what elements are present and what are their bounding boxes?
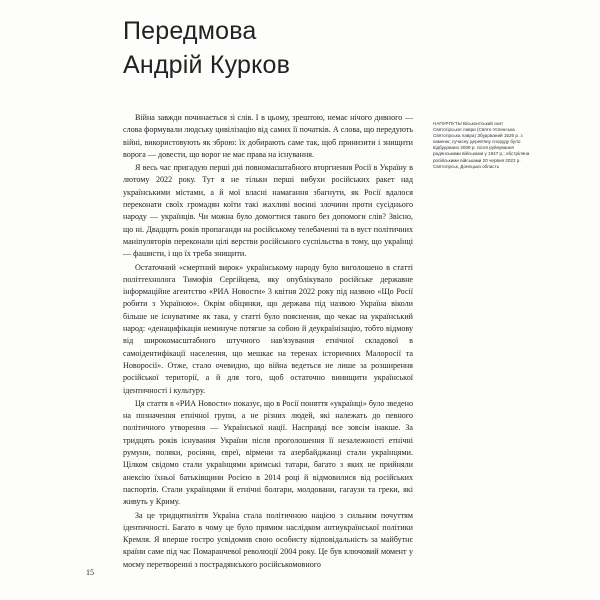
- body-paragraph: Ця стаття в «РИА Новости» показує, що в Росії поняття «українці» було зведено на позначення етнічної групи, а не різних людей, які належать до певного політичного утворення — Української нації. Насправді все зовсім інакше. За тридцять років існування України після проголошення її незалежності етнічні румуни, поляки, росіяни, євреї, вірмени та азербайджанці стали українцями. Цілком свідомо стали українцями кримські татари, багато з яких не прийняли анексію їхньої батьківщини Росією в 2014 році й відмовилися від російських паспортів. Стали українцями й етнічні болгари, молдовани, гагаузи та греки, які живуть у Криму.: [123, 398, 413, 507]
- chapter-title: Передмова: [123, 17, 257, 45]
- caption-label: НАПУРПУТЫ: [433, 121, 462, 126]
- caption-text: Віськонтський скит Святогірської лаври (Свято-Успенська Святогірська лавра) Збудований 1526 р. з каменю; сучасну дерев'яну споруду було відбудовано 2009 р. після руйнування радянськими військами у 1947 р.; обстріляна російськими військами 20 червня 2022 р. Святогірськ, Донецька область: [433, 121, 530, 169]
- body-paragraph: Я весь час пригадую перші дні повномасштабного вторгнення Росії в Україну в лютому 2022 року. Тут я не тільки перші вибухи російських ракет над українськими містами, а й мої власні намагання збагнути, як Росії вдалося переконати своїх громадян коїти такі жахливі воєнні злочини проти сусіднього народу — українців. Чи можна було домогтися такого без допомоги слів? Звісно, що ні. Двадцять років пропаганди на російському телебаченні та в вуст політичних маніпуляторів переконали цілі верстви російського суспільства в тому, що українці — фашисти, і що їх треба знищити.: [123, 163, 413, 259]
- author-name: Андрій Курков: [123, 51, 291, 79]
- body-paragraph: Війна завжди починається зі слів. І в цьому, зрештою, немає нічого дивного — слова формували людську цивілізацію від самих її початків. А слова, що передують війні, використовують як зброю: їх добирають саме так, щоб принизити і знищити ворога — довести, що ворог не має права на існування.: [123, 113, 413, 159]
- side-caption: [433, 121, 531, 170]
- body-paragraph: Остаточний «смертний вирок» українському народу було виголошено в статті політтехнолога Тимофія Сергійцева, яку опублікувало російське державне інформаційне агентство «РИА Новости» 3 квітня 2022 року під назвою «Що Росії робити з Україною». Окрім обіцянки, що держава під назвою Україна віколи більше не існуватиме як така, у статті було пояснення, що чекає на український народ: «денацифікація неминуче потягне за собою й деукраїнізацію, тобто відмову від широкомасштабного штучного нав'язування етнічної складової в самоідентифікації населення, що мешкає на теренах історичних Малоросії та Новоросії». Отже, стало очевидно, що війна ведеться не лише за розширення російської території, а й для того, щоб остаточно винищити української ідентичності і культуру.: [123, 262, 413, 395]
- chapter-heading: [123, 14, 423, 82]
- body-paragraph: За це тридцятиліття Україна стала політичною нацією з сильним почуттям ідентичності. Багато в чому це було прямим наслідком антиукраїнської політики Кремля. Я вперше гостро усвідомив свою особисту відповідальність за майбутнє країни саме під час Помаранчевої революції 2004 року. Це був ключовий момент у моєму перетворенні з пострадянського російськомовного: [123, 510, 413, 569]
- body-text: [123, 112, 413, 571]
- page-number: 15: [86, 568, 94, 577]
